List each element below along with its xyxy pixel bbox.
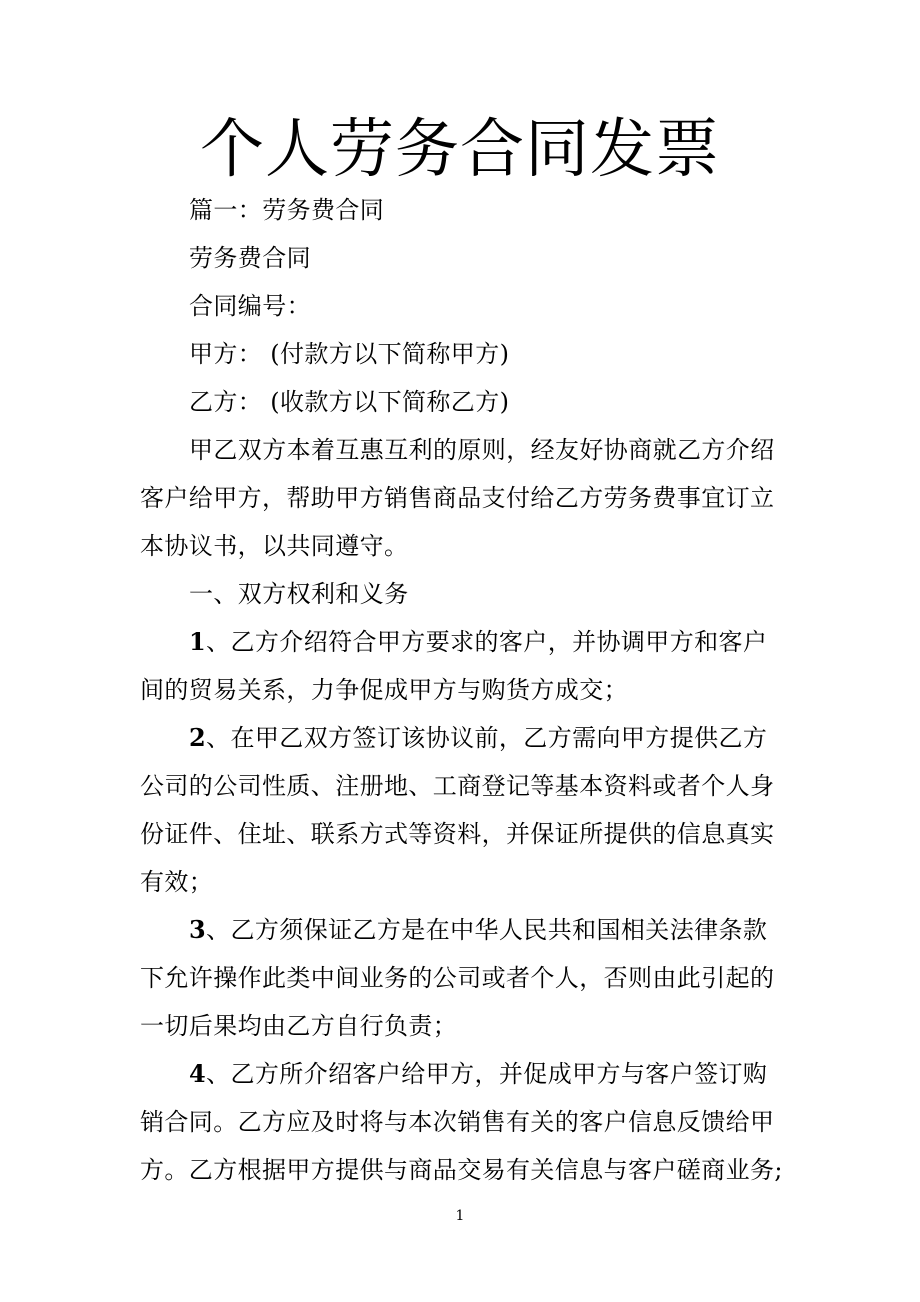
- paragraph-line: [140, 522, 782, 570]
- paragraph-text: 篇一：劳务费合同: [189, 196, 385, 224]
- party-a-line: [140, 330, 782, 378]
- paragraph-text: 份证件、住址、联系方式等资料，并保证所提供的信息真实: [140, 820, 775, 848]
- paragraph-text: 劳务费合同: [189, 244, 311, 272]
- paragraph-text: 、在甲乙双方签订该协议前，乙方需向甲方提供乙方: [206, 724, 768, 752]
- clause-line: [140, 618, 782, 666]
- paragraph-line: [140, 666, 782, 714]
- paragraph-text: 合同编号：: [189, 292, 311, 320]
- paragraph-text: 甲方： (付款方以下简称甲方): [189, 340, 510, 368]
- paragraph-line: [140, 762, 782, 810]
- paragraph-text: 公司的公司性质、注册地、工商登记等基本资料或者个人身: [140, 772, 775, 800]
- paragraph-text: 下允许操作此类中间业务的公司或者个人，否则由此引起的: [140, 964, 775, 992]
- paragraph-text: 、乙方介绍符合甲方要求的客户，并协调甲方和客户: [206, 628, 768, 656]
- paragraph-line: [140, 858, 782, 906]
- paragraph-line: [140, 954, 782, 1002]
- paragraph-line: [140, 1146, 782, 1194]
- paragraph-text: 间的贸易关系，力争促成甲方与购货方成交；: [140, 676, 628, 704]
- paragraph-text: 销合同。乙方应及时将与本次销售有关的客户信息反馈给甲: [140, 1108, 775, 1136]
- contract-number-line: [140, 282, 782, 330]
- clause-number: 2: [189, 723, 207, 752]
- clause-line: [140, 906, 782, 954]
- paragraph-line: [140, 1098, 782, 1146]
- paragraph-text: 本协议书，以共同遵守。: [140, 532, 409, 560]
- paragraph-text: 乙方： (收款方以下简称乙方): [189, 388, 510, 416]
- clause-line: [140, 1050, 782, 1098]
- contract-heading: [140, 234, 782, 282]
- paragraph-text: 甲乙双方本着互惠互利的原则，经友好协商就乙方介绍: [189, 436, 775, 464]
- paragraph-text: 、乙方所介绍客户给甲方，并促成甲方与客户签订购: [206, 1060, 768, 1088]
- paragraph-text: 客户给甲方，帮助甲方销售商品支付给乙方劳务费事宜订立: [140, 484, 775, 512]
- paragraph-text: 、乙方须保证乙方是在中华人民共和国相关法律条款: [206, 916, 768, 944]
- document-title: 个人劳务合同发票: [200, 113, 720, 187]
- paragraph-line: [140, 810, 782, 858]
- paragraph-line: [140, 426, 782, 474]
- paragraph-text: 一、双方权利和义务: [189, 580, 409, 608]
- clause-number: 1: [189, 627, 207, 656]
- document-body: [140, 186, 782, 1194]
- paragraph-text: 一切后果均由乙方自行负责；: [140, 1012, 458, 1040]
- paragraph-text: 方。乙方根据甲方提供与商品交易有关信息与客户磋商业务;: [140, 1156, 783, 1184]
- section-heading: [140, 186, 782, 234]
- paragraph-line: [140, 474, 782, 522]
- section-heading: [140, 570, 782, 618]
- clause-number: 3: [189, 915, 207, 944]
- clause-line: [140, 714, 782, 762]
- page-number: 1: [455, 1208, 465, 1224]
- paragraph-line: [140, 1002, 782, 1050]
- paragraph-text: 有效；: [140, 868, 214, 896]
- party-b-line: [140, 378, 782, 426]
- clause-number: 4: [189, 1059, 207, 1088]
